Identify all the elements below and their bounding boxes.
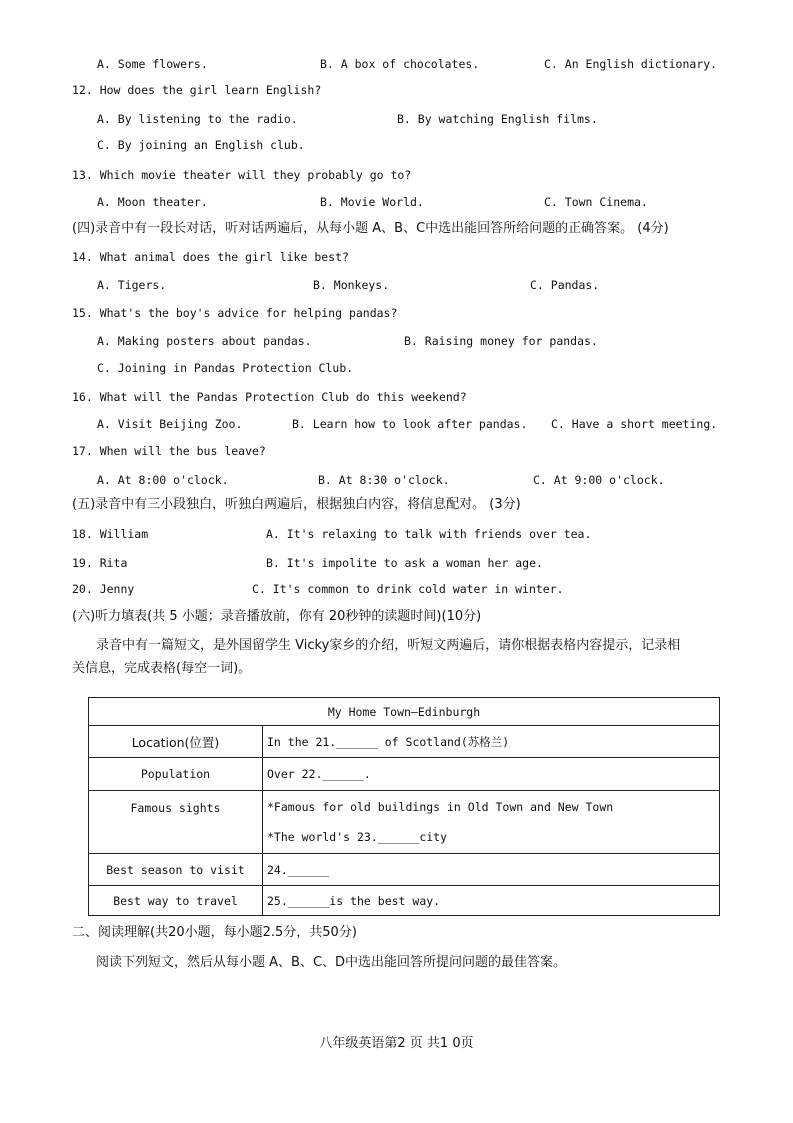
q12-option-a: A. By listening to the radio. <box>97 112 298 126</box>
q13-option-b: B. Movie World. <box>320 195 424 209</box>
match-name-19: 19. Rita <box>72 556 128 570</box>
match-option-c: C. It's common to drink cold water in winter. <box>252 582 564 596</box>
table-row-label: Population <box>89 758 263 791</box>
match-option-a: A. It's relaxing to talk with friends over tea. <box>266 527 592 541</box>
q14-stem: 14. What animal does the girl like best? <box>72 250 349 264</box>
q15-option-c: C. Joining in Pandas Protection Club. <box>97 361 354 375</box>
table-row-label: Best season to visit <box>89 854 263 886</box>
table-row-label: Best way to travel <box>89 886 263 916</box>
page-footer: 八年级英语第2 页 共1 0页 <box>319 1036 474 1051</box>
q17-option-a: A. At 8:00 o'clock. <box>97 473 229 487</box>
table-row-value <box>263 791 720 854</box>
table-row <box>89 758 720 791</box>
q16-option-a: A. Visit Beijing Zoo. <box>97 417 243 431</box>
table-row-label: Famous sights <box>89 791 263 854</box>
section-5-heading: (五)录音中有三小段独白，听独白两遍后，根据独白内容，将信息配对。 (3分) <box>72 497 521 512</box>
q15-option-b: B. Raising money for pandas. <box>404 334 598 348</box>
table-title-row <box>89 698 720 726</box>
q17-stem: 17. When will the bus leave? <box>72 444 266 458</box>
q12-option-c: C. By joining an English club. <box>97 138 305 152</box>
q12-option-b: B. By watching English films. <box>397 112 598 126</box>
table-row <box>89 886 720 916</box>
part-2-intro: 阅读下列短文，然后从每小题 A、B、C、D中选出能回答所提问问题的最佳答案。 <box>96 955 567 970</box>
q17-option-c: C. At 9:00 o'clock. <box>533 473 665 487</box>
q11-option-c: C. An English dictionary. <box>544 57 718 71</box>
q13-stem: 13. Which movie theater will they probably go to? <box>72 168 412 182</box>
table-row-label: Location(位置) <box>89 726 263 758</box>
section-6-heading: (六)听力填表(共 5 小题；录音播放前，你有 20秒钟的读题时间)(10分) <box>72 609 482 624</box>
q13-option-a: A. Moon theater. <box>97 195 208 209</box>
table-row-value: 24.______ <box>263 854 720 886</box>
table-row-value: Over 22.______. <box>263 758 720 791</box>
famous-sight-line-1: *Famous for old buildings in Old Town and New Town <box>267 800 614 814</box>
q14-option-b: B. Monkeys. <box>313 278 390 292</box>
q13-option-c: C. Town Cinema. <box>544 195 648 209</box>
table-row-value: In the 21.______ of Scotland(苏格兰) <box>263 726 720 758</box>
table-row <box>89 854 720 886</box>
hometown-table <box>88 697 720 916</box>
match-name-20: 20. Jenny <box>72 582 135 596</box>
section-4-heading: (四)录音中有一段长对话，听对话两遍后，从每小题 A、B、C中选出能回答所给问题的正确答案。 (4分) <box>72 221 669 236</box>
match-name-18: 18. William <box>72 527 149 541</box>
q11-option-a: A. Some flowers. <box>97 57 208 71</box>
q17-option-b: B. At 8:30 o'clock. <box>318 473 450 487</box>
q16-option-b: B. Learn how to look after pandas. <box>292 417 528 431</box>
table-title: My Home Town—Edinburgh <box>89 698 720 726</box>
q14-option-c: C. Pandas. <box>530 278 600 292</box>
q11-option-b: B. A box of chocolates. <box>320 57 480 71</box>
table-row <box>89 791 720 854</box>
section-6-intro-line-2: 关信息，完成表格(每空一词)。 <box>72 661 252 676</box>
section-6-intro-line-1: 录音中有一篇短文，是外国留学生 Vicky家乡的介绍，听短文两遍后，请你根据表格内容提示，记录相 <box>96 638 681 653</box>
part-2-heading: 二、阅读理解(共20小题，每小题2.5分，共50分) <box>72 925 357 940</box>
table-row-value: 25.______is the best way. <box>263 886 720 916</box>
table-row <box>89 726 720 758</box>
q15-stem: 15. What's the boy's advice for helping pandas? <box>72 306 398 320</box>
famous-sight-line-2: *The world's 23.______city <box>267 830 448 844</box>
q15-option-a: A. Making posters about pandas. <box>97 334 312 348</box>
q14-option-a: A. Tigers. <box>97 278 167 292</box>
q16-option-c: C. Have a short meeting. <box>551 417 718 431</box>
q12-stem: 12. How does the girl learn English? <box>72 83 322 97</box>
q16-stem: 16. What will the Pandas Protection Club do this weekend? <box>72 390 467 404</box>
match-option-b: B. It's impolite to ask a woman her age. <box>266 556 543 570</box>
